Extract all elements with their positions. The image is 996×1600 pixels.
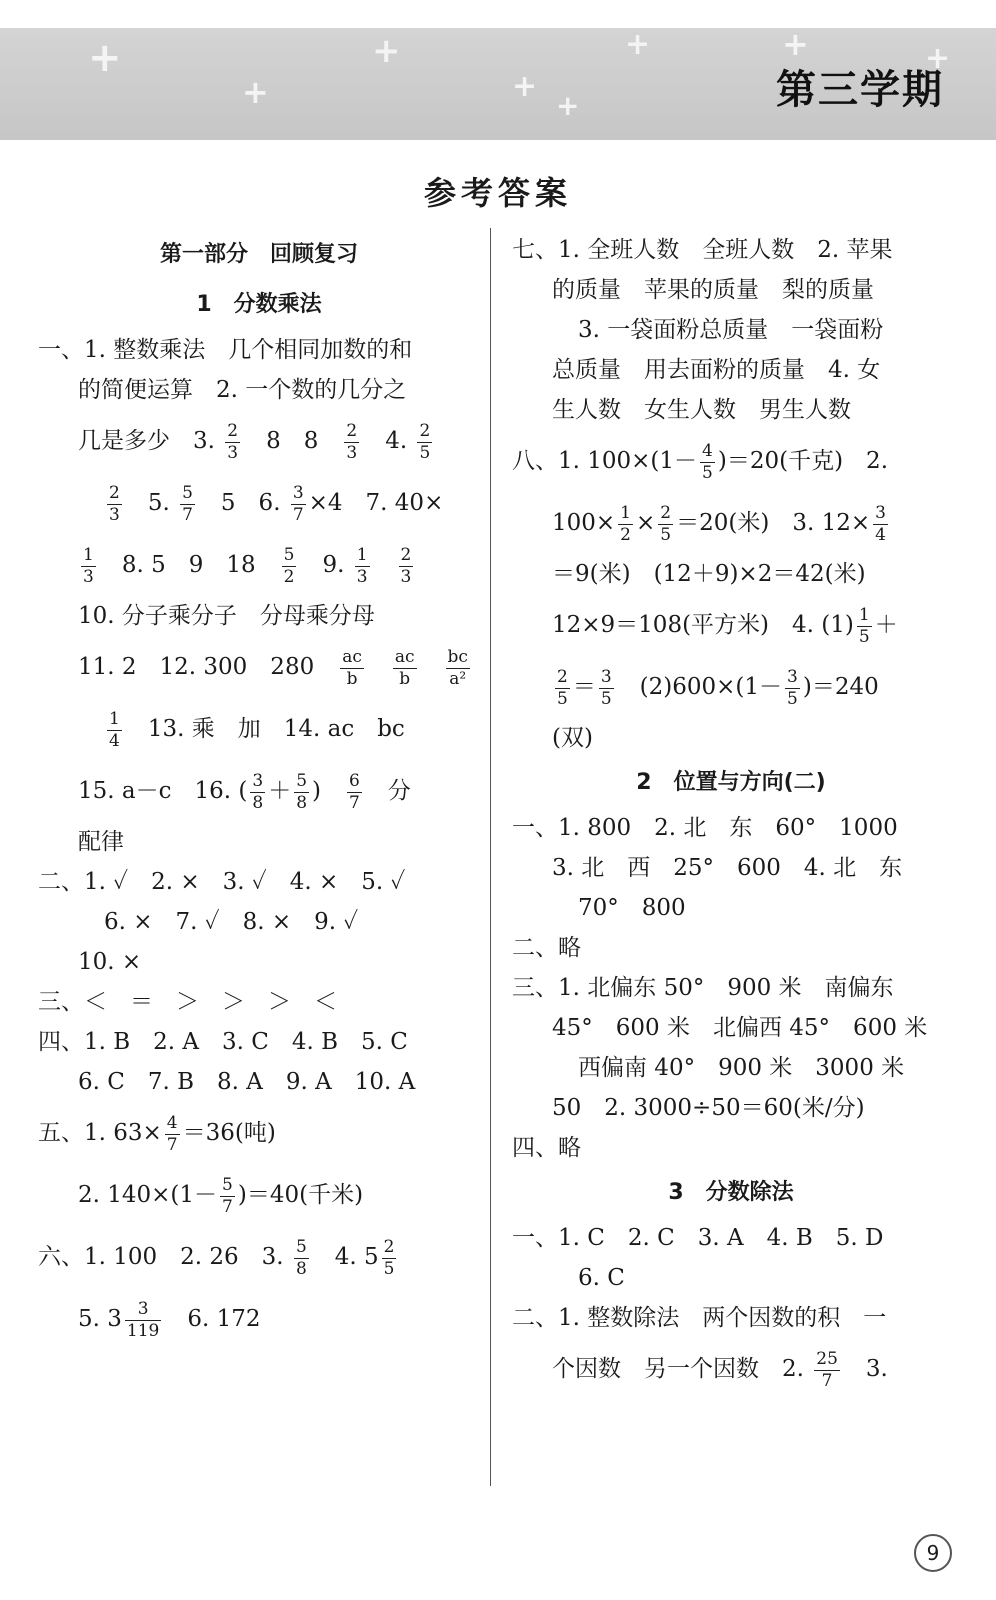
- fraction: [355, 545, 370, 588]
- sparkle-icon: +: [782, 25, 809, 63]
- fraction: [220, 1175, 235, 1218]
- answer-text: ＋: [874, 612, 898, 638]
- fraction: [165, 1113, 180, 1156]
- answer-line: 一、1. 整数乘法 几个相同加数的和: [38, 337, 413, 363]
- answer-text: )＝20(千克) 2.: [717, 448, 889, 474]
- fraction: [107, 483, 122, 526]
- answer-line: 配律: [78, 829, 124, 855]
- answer-text: [420, 654, 443, 680]
- answer-text: [373, 552, 396, 578]
- answer-line: [38, 1226, 480, 1288]
- denominator: 3: [83, 566, 94, 587]
- answer-line: 3. 北 西 25° 600 4. 北 东: [552, 855, 903, 881]
- answer-column-right: [512, 230, 950, 1400]
- denominator: 7: [166, 1134, 178, 1155]
- page-title: 参考答案: [423, 174, 572, 212]
- answer-text: (2)600×(1－: [616, 674, 783, 700]
- answer-line: 50 2. 3000÷50＝60(米/分): [552, 1095, 865, 1121]
- fraction: [81, 545, 96, 588]
- answer-text: 2. 140×(1－: [78, 1182, 218, 1208]
- answer-text: 八、1. 100×(1－: [512, 448, 698, 474]
- numerator: 1: [83, 544, 94, 565]
- sparkle-icon: +: [242, 73, 269, 111]
- fraction: [446, 647, 470, 690]
- answer-text: 11. 2 12. 300 280: [78, 654, 338, 680]
- numerator: 4: [702, 440, 713, 461]
- denominator: 3: [227, 442, 239, 463]
- fraction: [294, 1237, 309, 1280]
- sparkle-icon: +: [556, 89, 580, 122]
- page-number: 9: [914, 1534, 952, 1572]
- denominator: 5: [419, 442, 431, 463]
- answer-line: 6. C 7. B 8. A 9. A 10. A: [78, 1069, 416, 1095]
- denominator: 8: [295, 1258, 307, 1279]
- denominator: b: [399, 668, 411, 689]
- answer-text: )＝40(千米): [237, 1182, 364, 1208]
- denominator: b: [346, 668, 358, 689]
- answer-line: [512, 656, 950, 718]
- answer-line: 10. ×: [78, 949, 142, 975]
- denominator: 119: [126, 1320, 160, 1341]
- answer-text: ×4 7. 40×: [308, 490, 444, 516]
- numerator: bc: [447, 646, 468, 667]
- answer-line: 生人数 女生人数 男生人数: [552, 397, 851, 423]
- answer-line: [512, 430, 950, 492]
- denominator: 3: [400, 566, 412, 587]
- denominator: 2: [620, 524, 631, 545]
- numerator: 2: [109, 482, 120, 503]
- fraction: [347, 771, 362, 814]
- fraction: [291, 483, 306, 526]
- numerator: 25: [816, 1348, 838, 1369]
- fraction: [399, 545, 414, 588]
- answer-line: 三、1. 北偏东 50° 900 米 南偏东: [512, 975, 894, 1001]
- denominator: 8: [296, 792, 308, 813]
- answer-text: ): [312, 778, 344, 804]
- numerator: 3: [787, 666, 798, 687]
- fraction: [125, 1299, 161, 1342]
- fraction: [857, 605, 872, 648]
- denominator: 5: [702, 462, 713, 483]
- answer-text: 5.: [124, 490, 178, 516]
- answer-line: 西偏南 40° 900 米 3000 米: [578, 1055, 905, 1081]
- column-divider: [490, 228, 491, 1486]
- answer-line: 二、1. ✓ 2. × 3. ✓ 4. × 5. ✓: [38, 869, 406, 895]
- answer-line: 三、＜ ＝ ＞ ＞ ＞ ＜: [38, 989, 337, 1015]
- denominator: 5: [858, 626, 870, 647]
- answer-text: 5. 3: [78, 1306, 122, 1332]
- fraction: [340, 647, 364, 690]
- numerator: 3: [600, 666, 612, 687]
- section-heading: 第一部分 回顾复习: [159, 242, 358, 267]
- fraction: [344, 421, 359, 464]
- answer-text: 3.: [842, 1356, 888, 1382]
- answer-line: 6. × 7. ✓ 8. × 9. ✓: [104, 909, 359, 935]
- denominator: 4: [109, 730, 120, 751]
- denominator: 5: [383, 1258, 395, 1279]
- fraction: [382, 1237, 397, 1280]
- answer-text: [367, 654, 390, 680]
- answer-line: [38, 472, 480, 534]
- numerator: 3: [125, 1299, 161, 1321]
- fraction: [225, 421, 240, 464]
- answer-text: 5 6.: [197, 490, 288, 516]
- denominator: 3: [356, 566, 368, 587]
- fraction: [107, 709, 122, 752]
- fraction: [814, 1349, 840, 1392]
- answer-text: 100×: [552, 510, 616, 536]
- fraction: [250, 771, 265, 814]
- answer-line: 的简便运算 2. 一个数的几分之: [78, 377, 407, 403]
- answer-line: [38, 1288, 480, 1350]
- answer-text: )＝240: [802, 674, 879, 700]
- answer-line: [512, 594, 950, 656]
- answer-line: [38, 760, 480, 822]
- answer-line: 3. 一袋面粉总质量 一袋面粉: [578, 317, 884, 343]
- numerator: 4: [166, 1112, 178, 1133]
- answer-line: 一、1. 800 2. 北 东 60° 1000: [512, 815, 898, 841]
- answer-column-left: [38, 230, 480, 1350]
- answer-text: ＝20(米) 3. 12×: [676, 510, 871, 536]
- fraction: [393, 647, 417, 690]
- answer-text: 六、1. 100 2. 26 3.: [38, 1244, 291, 1270]
- answer-text: 8. 5 9 18: [98, 552, 279, 578]
- answer-line: 70° 800: [578, 895, 686, 921]
- fraction: [618, 503, 633, 546]
- answer-text: 个因数 另一个因数 2.: [552, 1356, 812, 1382]
- denominator: 5: [557, 688, 568, 709]
- answer-text: 8 8: [243, 428, 342, 454]
- denominator: 7: [292, 504, 304, 525]
- term-label: 第三学期: [776, 67, 944, 113]
- answer-line: 二、略: [512, 935, 581, 961]
- fraction: [599, 667, 614, 710]
- answer-text: 9.: [299, 552, 352, 578]
- fraction: [785, 667, 800, 710]
- answer-line: 总质量 用去面粉的质量 4. 女: [552, 357, 881, 383]
- denominator: 7: [821, 1370, 833, 1391]
- sparkle-icon: +: [372, 31, 401, 71]
- answer-text: ＝36(吨): [182, 1120, 276, 1146]
- answer-line: [512, 492, 950, 554]
- answer-text: ×: [636, 510, 656, 536]
- answer-line: [38, 636, 480, 698]
- answer-line: 6. C: [578, 1265, 625, 1291]
- sparkle-icon: +: [625, 27, 651, 62]
- denominator: 7: [222, 1196, 233, 1217]
- answer-line: 的质量 苹果的质量 梨的质量: [552, 277, 874, 303]
- fraction: [417, 421, 432, 464]
- numerator: 5: [222, 1174, 233, 1195]
- answer-text: 分: [364, 778, 411, 804]
- numerator: 5: [283, 544, 295, 565]
- answer-line: [38, 410, 480, 472]
- sparkle-icon: +: [512, 69, 538, 104]
- answer-text: 4.: [362, 428, 415, 454]
- denominator: 7: [182, 504, 193, 525]
- numerator: 1: [620, 502, 631, 523]
- numerator: 3: [292, 482, 304, 503]
- numerator: 5: [295, 1236, 307, 1257]
- answer-line: [38, 1102, 480, 1164]
- answer-line: 七、1. 全班人数 全班人数 2. 苹果: [512, 237, 893, 263]
- numerator: 5: [182, 482, 193, 503]
- fraction: [873, 503, 888, 546]
- answer-line: [38, 534, 480, 596]
- fraction: [658, 503, 673, 546]
- section-heading: 2 位置与方向(二): [636, 770, 826, 795]
- answer-text: 4. 5: [311, 1244, 379, 1270]
- answer-text: 6. 172: [164, 1306, 261, 1332]
- numerator: 2: [227, 420, 239, 441]
- section-heading: 3 分数除法: [668, 1180, 794, 1205]
- denominator: a²: [449, 668, 467, 689]
- numerator: ac: [394, 646, 415, 667]
- fraction: [700, 441, 715, 484]
- numerator: ac: [342, 646, 362, 667]
- answer-text: 12×9＝108(平方米) 4. (1): [552, 612, 854, 638]
- denominator: 5: [787, 688, 798, 709]
- answer-text: 15. a－c 16. (: [78, 778, 248, 804]
- answer-text: 几是多少 3.: [78, 428, 223, 454]
- answer-line: [512, 1338, 950, 1400]
- fraction: [555, 667, 570, 710]
- answer-line: [38, 698, 480, 760]
- numerator: 1: [858, 604, 870, 625]
- denominator: 5: [660, 524, 672, 545]
- denominator: 4: [875, 524, 886, 545]
- answer-line: 四、1. B 2. A 3. C 4. B 5. C: [38, 1029, 408, 1055]
- numerator: 6: [349, 770, 360, 791]
- numerator: 2: [400, 544, 412, 565]
- numerator: 3: [875, 502, 886, 523]
- numerator: 2: [660, 502, 672, 523]
- fraction: [294, 771, 309, 814]
- sparkle-icon: +: [88, 35, 122, 81]
- section-heading: 1 分数乘法: [196, 292, 322, 317]
- denominator: 7: [349, 792, 360, 813]
- sparkle-icon: +: [925, 41, 951, 76]
- answer-line: [38, 1164, 480, 1226]
- answer-line: 一、1. C 2. C 3. A 4. B 5. D: [512, 1225, 884, 1251]
- denominator: 8: [252, 792, 264, 813]
- numerator: 1: [356, 544, 368, 565]
- answer-line: 10. 分子乘分子 分母乘分母: [78, 603, 375, 629]
- denominator: 2: [283, 566, 295, 587]
- answer-line: (双): [552, 725, 593, 751]
- numerator: 2: [383, 1236, 395, 1257]
- answer-text: ＋: [268, 778, 292, 804]
- numerator: 1: [109, 708, 120, 729]
- answer-text: 13. 乘 加 14. ac bc: [124, 716, 405, 742]
- denominator: 3: [109, 504, 120, 525]
- numerator: 3: [252, 770, 264, 791]
- answer-text: 五、1. 63×: [38, 1120, 162, 1146]
- answer-line: 45° 600 米 北偏西 45° 600 米: [552, 1015, 928, 1041]
- numerator: 5: [296, 770, 308, 791]
- answer-text: ＝: [572, 674, 596, 700]
- numerator: 2: [419, 420, 431, 441]
- answer-line: 二、1. 整数除法 两个因数的积 一: [512, 1305, 887, 1331]
- fraction: [180, 483, 195, 526]
- answer-line: 四、略: [512, 1135, 581, 1161]
- denominator: 5: [600, 688, 612, 709]
- fraction: [282, 545, 297, 588]
- denominator: 3: [346, 442, 358, 463]
- answer-line: ＝9(米) (12＋9)×2＝42(米): [552, 561, 866, 587]
- numerator: 2: [346, 420, 358, 441]
- numerator: 2: [557, 666, 568, 687]
